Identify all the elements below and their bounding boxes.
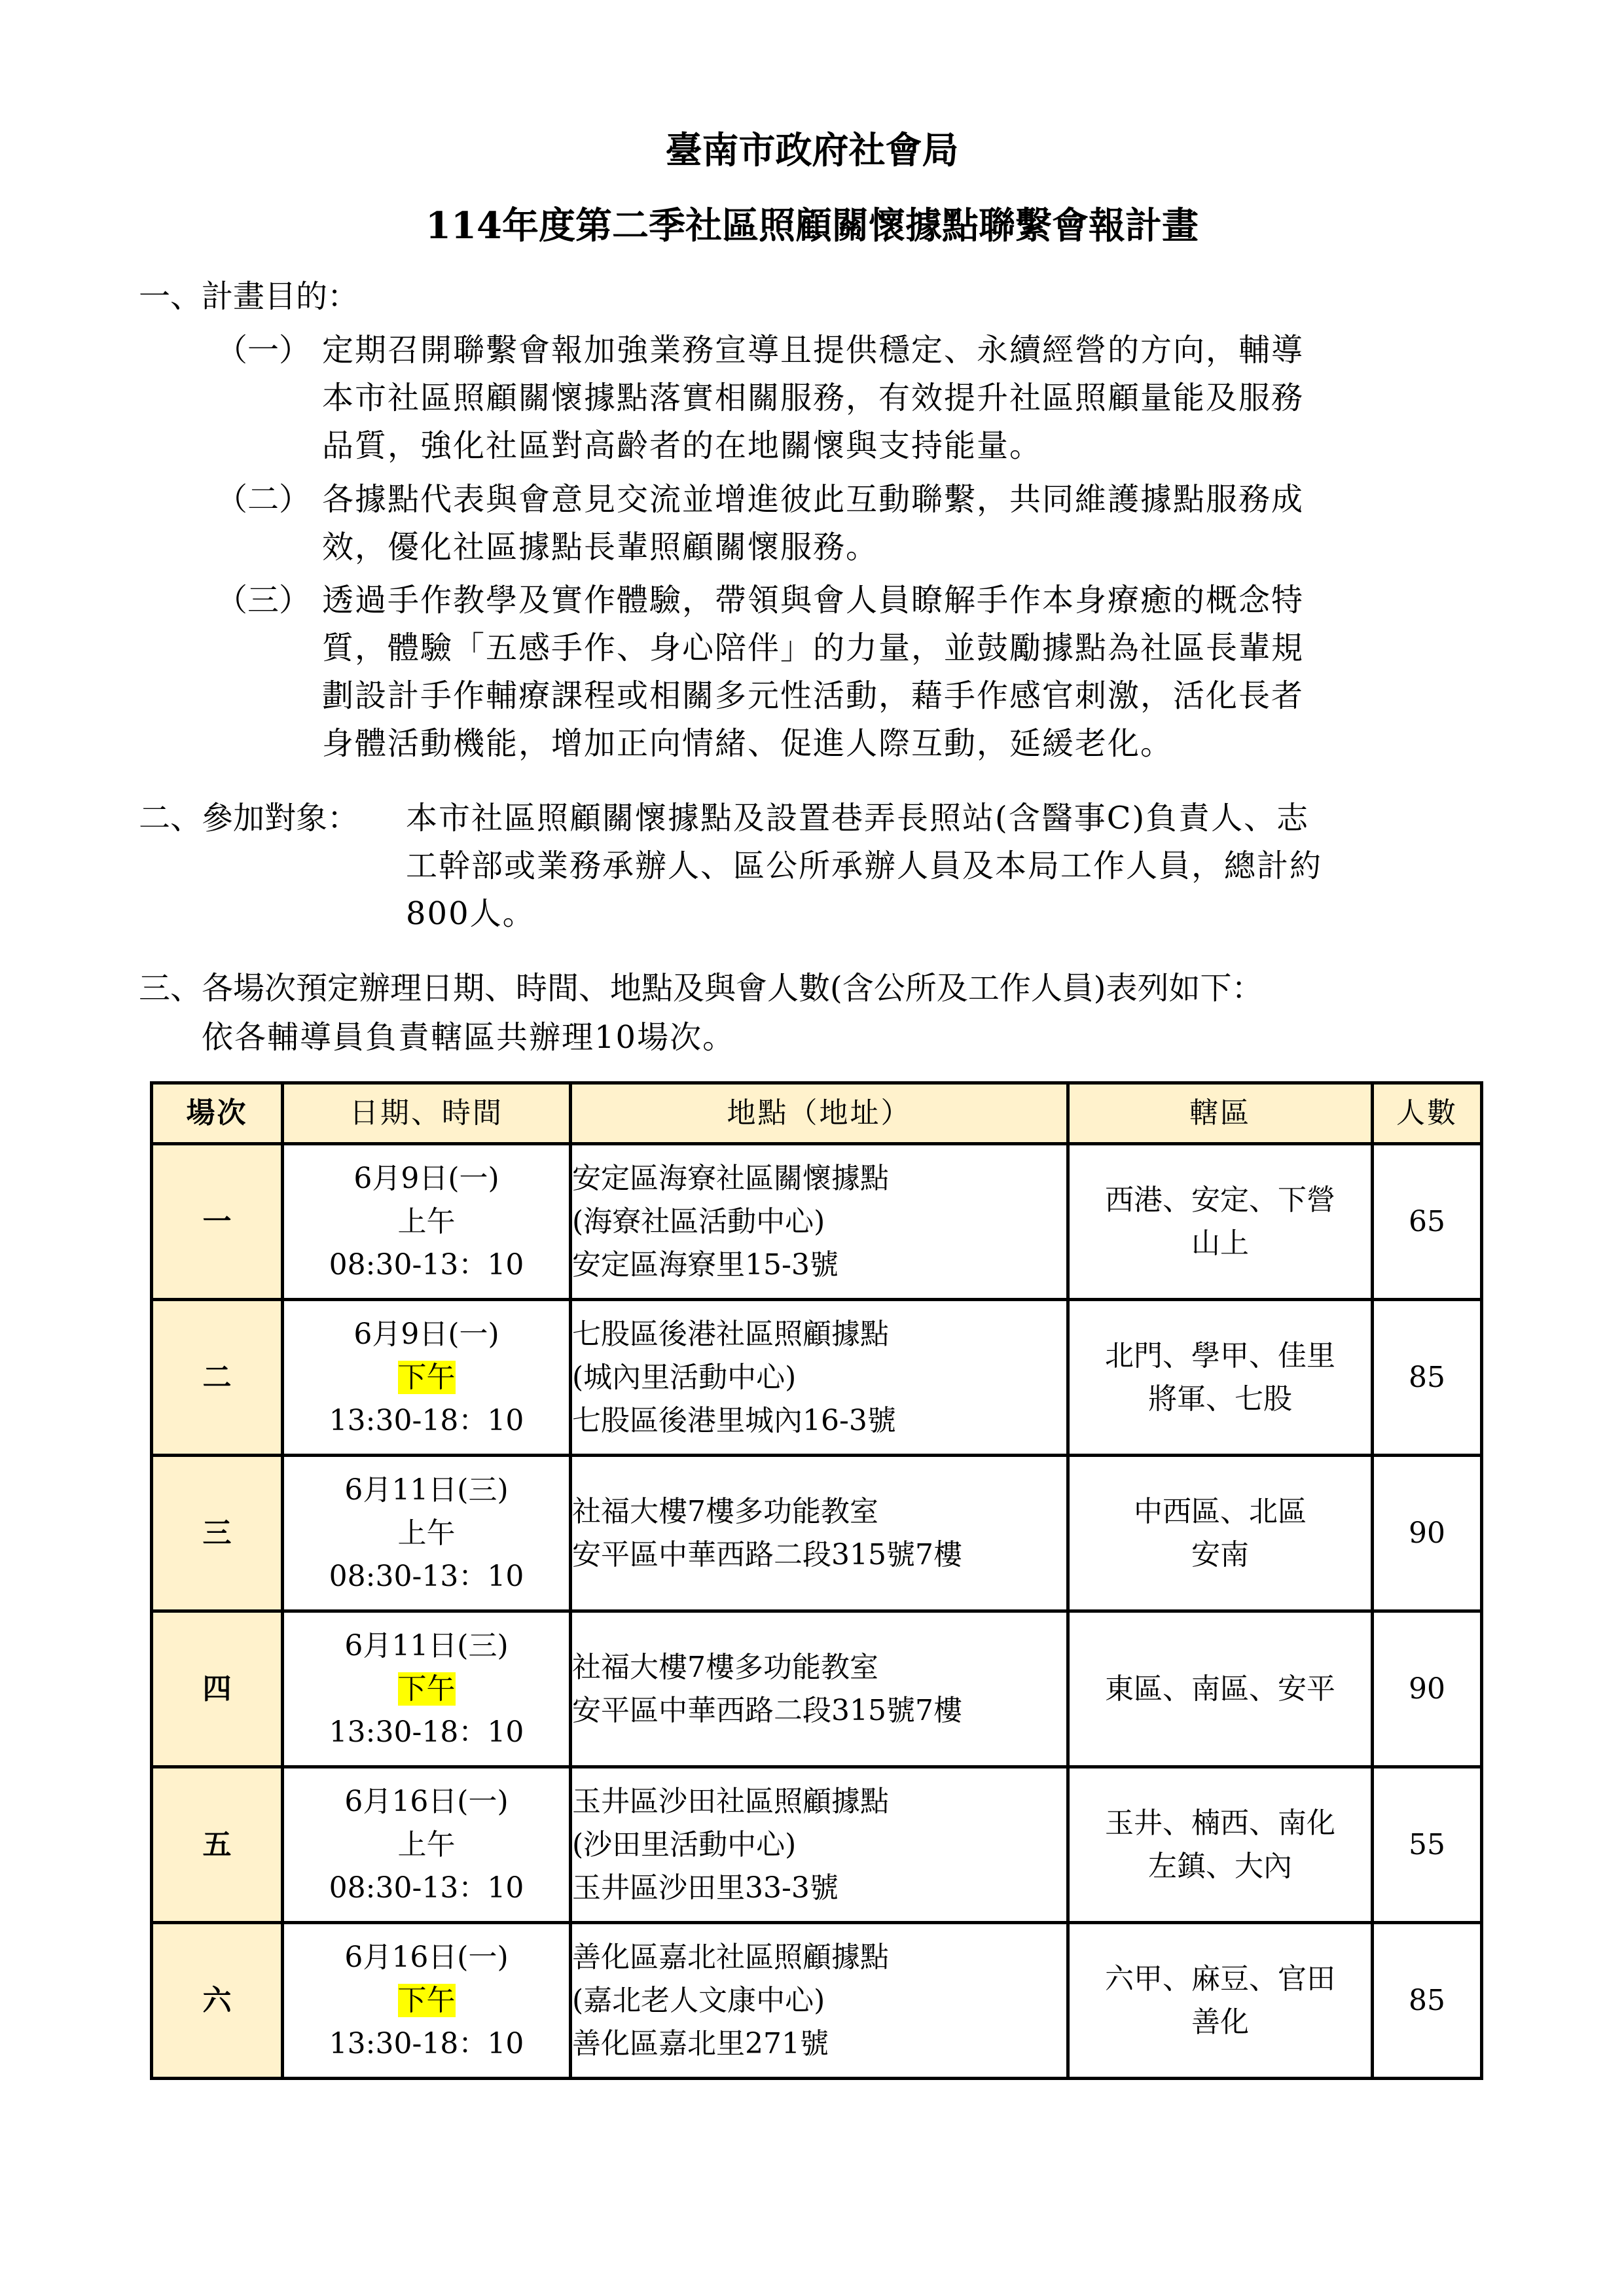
location-line: (嘉北老人文康中心): [572, 1983, 825, 2017]
section3-heading: 三、各場次預定辦理日期、時間、地點及與會人數(含公所及工作人員)表列如下：: [139, 970, 1263, 1007]
area-cell: [1068, 1611, 1373, 1767]
location-line: 善化區嘉北里271號: [572, 2026, 829, 2060]
count-cell: 90: [1373, 1456, 1482, 1611]
table-row: [152, 1300, 1482, 1456]
item1-line: 本市社區照顧關懷據點落實相關服務，有效提升社區照顧量能及服務: [322, 380, 1305, 416]
session-cell: 三: [152, 1456, 283, 1611]
table-row: [152, 1767, 1482, 1923]
section2-line: 800人。: [406, 895, 535, 932]
header-session: 場次: [152, 1083, 283, 1144]
table-row: [152, 1611, 1482, 1767]
area-cell: [1068, 1456, 1373, 1611]
section1-heading: 一、計畫目的：: [139, 278, 359, 315]
period-text: 上午: [397, 1516, 456, 1550]
area-cell: [1068, 1767, 1373, 1923]
location-line: 安定區海寮社區關懷據點: [572, 1161, 889, 1195]
location-cell: [571, 1923, 1068, 2079]
location-line: 安定區海寮里15-3號: [572, 1247, 839, 1282]
datetime-cell: [283, 1300, 571, 1456]
datetime-cell: [283, 1767, 571, 1923]
session-cell: 四: [152, 1611, 283, 1767]
area-line: 六甲、麻豆、官田: [1105, 1962, 1335, 1996]
date-text: 6月9日(一): [353, 1161, 499, 1195]
location-line: 玉井區沙田里33-3號: [572, 1871, 839, 1905]
date-text: 6月16日(一): [344, 1940, 509, 1974]
period-text: 上午: [397, 1827, 456, 1861]
area-cell: [1068, 1923, 1373, 2079]
table-header-row: [152, 1083, 1482, 1144]
section2-line: 本市社區照顧關懷據點及設置巷弄長照站(含醫事C)負責人、志: [406, 800, 1310, 836]
count-cell: 85: [1373, 1923, 1482, 2079]
location-line: 社福大樓7樓多功能教室: [572, 1650, 878, 1684]
area-line: 善化: [1191, 2005, 1249, 2039]
item3-line: 身體活動機能，增加正向情緒、促進人際互動，延緩老化。: [322, 725, 1174, 762]
count-cell: 55: [1373, 1767, 1482, 1923]
session-cell: 二: [152, 1300, 283, 1456]
location-line: 社福大樓7樓多功能教室: [572, 1494, 878, 1528]
count-cell: 90: [1373, 1611, 1482, 1767]
location-cell: [571, 1456, 1068, 1611]
date-text: 6月11日(三): [344, 1628, 509, 1662]
time-text: 13:30-18：10: [329, 1715, 524, 1749]
area-line: 山上: [1191, 1226, 1249, 1260]
table-row: [152, 1144, 1482, 1300]
session-cell: 五: [152, 1767, 283, 1923]
area-cell: [1068, 1144, 1373, 1300]
datetime-cell: [283, 1144, 571, 1300]
period-text: 下午: [397, 1983, 456, 2017]
time-text: 13:30-18：10: [329, 1403, 524, 1437]
item3-line: 劃設計手作輔療課程或相關多元性活動，藉手作感官刺激，活化長者: [322, 677, 1305, 714]
time-text: 13:30-18：10: [329, 2026, 524, 2060]
item2-line: 各據點代表與會意見交流並增進彼此互動聯繫，共同維護據點服務成: [322, 481, 1305, 518]
header-area: 轄區: [1068, 1083, 1373, 1144]
area-line: 將軍、七股: [1148, 1382, 1292, 1416]
period-text: 上午: [397, 1204, 456, 1238]
page-title: 臺南市政府社會局: [665, 129, 959, 172]
area-line: 北門、學甲、佳里: [1105, 1338, 1335, 1372]
location-cell: [571, 1767, 1068, 1923]
location-line: 玉井區沙田社區照顧據點: [572, 1784, 889, 1818]
date-text: 6月9日(一): [353, 1317, 499, 1351]
time-text: 08:30-13：10: [329, 1871, 524, 1905]
item3-line: 質，體驗「五感手作、身心陪伴」的力量，並鼓勵據點為社區長輩規: [322, 630, 1305, 666]
location-line: 七股區後港里城內16-3號: [572, 1403, 896, 1437]
period-text: 下午: [397, 1672, 456, 1706]
location-cell: [571, 1144, 1068, 1300]
location-line: 安平區中華西路二段315號7樓: [572, 1537, 962, 1571]
datetime-cell: [283, 1456, 571, 1611]
location-line: (城內里活動中心): [572, 1360, 797, 1394]
count-cell: 85: [1373, 1300, 1482, 1456]
page-subtitle: 114年度第二季社區照顧關懷據點聯繫會報計畫: [425, 204, 1199, 247]
session-cell: 一: [152, 1144, 283, 1300]
section2-heading: 二、參加對象：: [139, 800, 359, 836]
schedule-table: [150, 1081, 1483, 2080]
datetime-cell: [283, 1611, 571, 1767]
location-cell: [571, 1611, 1068, 1767]
item1-line: 定期召開聯繫會報加強業務宣導且提供穩定、永續經營的方向，輔導: [322, 332, 1305, 368]
count-cell: 65: [1373, 1144, 1482, 1300]
time-text: 08:30-13：10: [329, 1247, 524, 1282]
location-line: 安平區中華西路二段315號7樓: [572, 1693, 962, 1727]
header-count: 人數: [1373, 1083, 1482, 1144]
location-line: 七股區後港社區照顧據點: [572, 1317, 889, 1351]
date-text: 6月16日(一): [344, 1784, 509, 1818]
location-line: 善化區嘉北社區照顧據點: [572, 1940, 889, 1974]
location-cell: [571, 1300, 1068, 1456]
item3-label: （三）: [216, 582, 311, 619]
area-line: 玉井、楠西、南化: [1105, 1806, 1335, 1840]
header-datetime: 日期、時間: [283, 1083, 571, 1144]
item3-line: 透過手作教學及實作體驗，帶領與會人員瞭解手作本身療癒的概念特: [322, 582, 1305, 619]
area-line: 中西區、北區: [1134, 1494, 1307, 1528]
table-row: [152, 1923, 1482, 2079]
section3-subline: 依各輔導員負責轄區共辦理10場次。: [202, 1019, 736, 1056]
header-location: 地點（地址）: [571, 1083, 1068, 1144]
section2-line: 工幹部或業務承辦人、區公所承辦人員及本局工作人員，總計約: [406, 848, 1323, 884]
session-cell: 六: [152, 1923, 283, 2079]
date-text: 6月11日(三): [344, 1473, 509, 1507]
table-row: [152, 1456, 1482, 1611]
item1-line: 品質，強化社區對高齡者的在地關懷與支持能量。: [322, 427, 1043, 464]
item2-line: 效，優化社區據點長輩照顧關懷服務。: [322, 529, 879, 565]
time-text: 08:30-13：10: [329, 1559, 524, 1593]
period-text: 下午: [397, 1360, 456, 1394]
area-line: 安南: [1191, 1537, 1249, 1571]
location-line: (沙田里活動中心): [572, 1827, 797, 1861]
area-cell: [1068, 1300, 1373, 1456]
area-line: 左鎮、大內: [1148, 1849, 1292, 1883]
area-line: 東區、南區、安平: [1105, 1672, 1335, 1706]
area-line: 西港、安定、下營: [1105, 1183, 1335, 1217]
location-line: (海寮社區活動中心): [572, 1204, 825, 1238]
item1-label: （一）: [216, 332, 311, 368]
item2-label: （二）: [216, 481, 311, 518]
datetime-cell: [283, 1923, 571, 2079]
